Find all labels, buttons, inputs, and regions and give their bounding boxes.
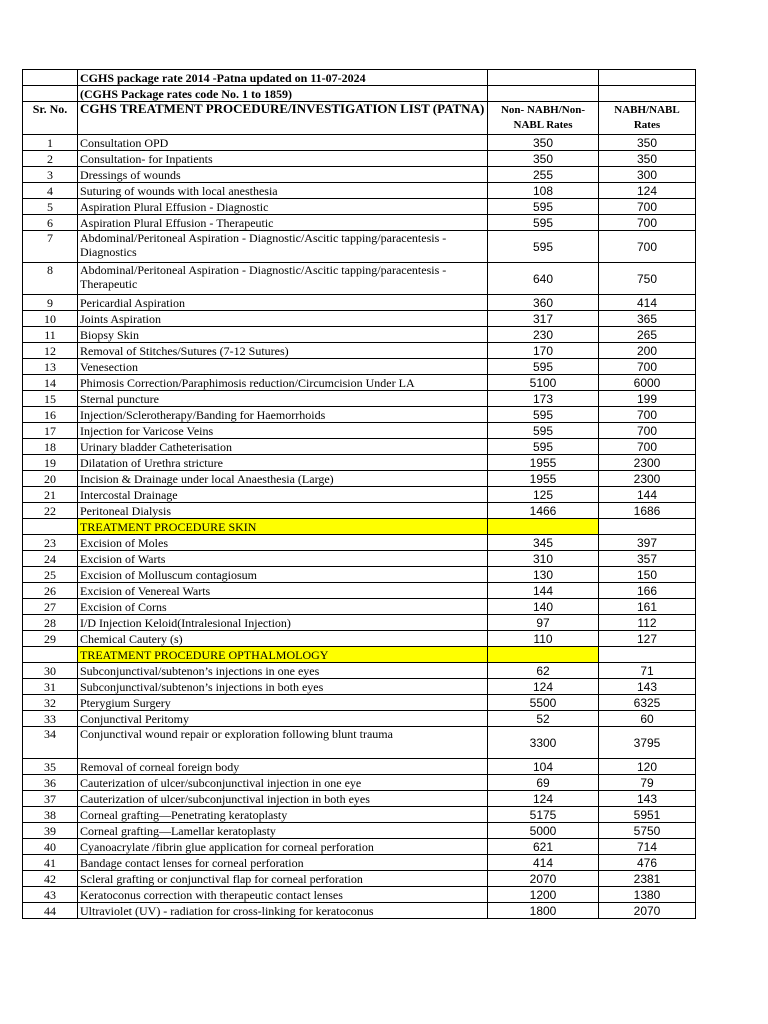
serial-number: 13 [23, 359, 78, 375]
serial-number: 41 [23, 855, 78, 871]
procedure-name: Excision of Moles [78, 535, 488, 551]
empty-cell [599, 647, 696, 663]
serial-number: 16 [23, 407, 78, 423]
nabh-rate: 1380 [599, 887, 696, 903]
table-row [23, 631, 696, 647]
section-title: TREATMENT PROCEDURE SKIN [78, 519, 488, 535]
non-nabh-rate: 595 [488, 231, 599, 263]
non-nabh-rate: 140 [488, 599, 599, 615]
nabh-rate: 2300 [599, 471, 696, 487]
non-nabh-rate: 640 [488, 263, 599, 295]
procedure-name: Abdominal/Peritoneal Aspiration - Diagnostic/Ascitic tapping/paracentesis - Therapeutic [78, 263, 488, 295]
serial-number: 25 [23, 567, 78, 583]
serial-number: 38 [23, 807, 78, 823]
procedure-name: Excision of Molluscum contagiosum [78, 567, 488, 583]
table-row [23, 823, 696, 839]
empty-cell [23, 70, 78, 86]
table-row [23, 487, 696, 503]
non-nabh-rate: 124 [488, 791, 599, 807]
non-nabh-rate: 317 [488, 311, 599, 327]
table-row [23, 439, 696, 455]
procedure-name: Chemical Cautery (s) [78, 631, 488, 647]
serial-number: 28 [23, 615, 78, 631]
empty-cell [599, 86, 696, 102]
empty-cell [488, 647, 599, 663]
procedure-name: Peritoneal Dialysis [78, 503, 488, 519]
empty-cell [23, 647, 78, 663]
non-nabh-rate: 345 [488, 535, 599, 551]
section-title: TREATMENT PROCEDURE OPTHALMOLOGY [78, 647, 488, 663]
procedure-name: Aspiration Plural Effusion - Diagnostic [78, 199, 488, 215]
non-nabh-rate: 1800 [488, 903, 599, 919]
empty-cell [599, 70, 696, 86]
procedure-name: Urinary bladder Catheterisation [78, 439, 488, 455]
procedure-name: Subconjunctival/subtenon’s injections in one eyes [78, 663, 488, 679]
procedure-name: Conjunctival wound repair or exploration following blunt trauma [78, 727, 488, 759]
table-row [23, 583, 696, 599]
procedure-name: I/D Injection Keloid(Intralesional Injection) [78, 615, 488, 631]
col-header-non-nabh: Non- NABH/Non-NABL Rates [488, 102, 599, 135]
nabh-rate: 700 [599, 407, 696, 423]
empty-cell [23, 519, 78, 535]
nabh-rate: 265 [599, 327, 696, 343]
nabh-rate: 700 [599, 359, 696, 375]
nabh-rate: 365 [599, 311, 696, 327]
serial-number: 30 [23, 663, 78, 679]
nabh-rate: 71 [599, 663, 696, 679]
nabh-rate: 350 [599, 151, 696, 167]
procedure-name: Joints Aspiration [78, 311, 488, 327]
non-nabh-rate: 62 [488, 663, 599, 679]
serial-number: 17 [23, 423, 78, 439]
procedure-name: Ultraviolet (UV) - radiation for cross-linking for keratoconus [78, 903, 488, 919]
nabh-rate: 700 [599, 231, 696, 263]
serial-number: 6 [23, 215, 78, 231]
table-row [23, 535, 696, 551]
nabh-rate: 6000 [599, 375, 696, 391]
table-row [23, 791, 696, 807]
section-row [23, 519, 696, 535]
non-nabh-rate: 350 [488, 151, 599, 167]
table-row [23, 695, 696, 711]
col-header-nabh: NABH/NABL Rates [599, 102, 696, 135]
procedure-name: Keratoconus correction with therapeutic contact lenses [78, 887, 488, 903]
procedure-name: Dilatation of Urethra stricture [78, 455, 488, 471]
non-nabh-rate: 255 [488, 167, 599, 183]
non-nabh-rate: 173 [488, 391, 599, 407]
nabh-rate: 714 [599, 839, 696, 855]
procedure-name: Cauterization of ulcer/subconjunctival injection in one eye [78, 775, 488, 791]
nabh-rate: 161 [599, 599, 696, 615]
table-row [23, 311, 696, 327]
procedure-name: Intercostal Drainage [78, 487, 488, 503]
rates-table-body [23, 70, 696, 919]
procedure-name: Excision of Corns [78, 599, 488, 615]
non-nabh-rate: 595 [488, 407, 599, 423]
table-row [23, 135, 696, 151]
table-row [23, 343, 696, 359]
header-line1: CGHS package rate 2014 -Patna updated on 11-07-2024 [78, 70, 488, 86]
table-row [23, 599, 696, 615]
table-row [23, 455, 696, 471]
table-row [23, 839, 696, 855]
rates-table [22, 69, 696, 919]
serial-number: 18 [23, 439, 78, 455]
table-row [23, 663, 696, 679]
table-row [23, 551, 696, 567]
procedure-name: Venesection [78, 359, 488, 375]
table-row [23, 615, 696, 631]
table-row [23, 807, 696, 823]
serial-number: 35 [23, 759, 78, 775]
nabh-rate: 750 [599, 263, 696, 295]
nabh-rate: 6325 [599, 695, 696, 711]
serial-number: 29 [23, 631, 78, 647]
serial-number: 36 [23, 775, 78, 791]
serial-number: 4 [23, 183, 78, 199]
table-row [23, 871, 696, 887]
table-row [23, 295, 696, 311]
table-row [23, 567, 696, 583]
nabh-rate: 5750 [599, 823, 696, 839]
serial-number: 43 [23, 887, 78, 903]
table-row [23, 711, 696, 727]
non-nabh-rate: 124 [488, 679, 599, 695]
table-row [23, 855, 696, 871]
empty-cell [488, 519, 599, 535]
table-row [23, 887, 696, 903]
non-nabh-rate: 108 [488, 183, 599, 199]
procedure-name: Pericardial Aspiration [78, 295, 488, 311]
col-header-title: CGHS TREATMENT PROCEDURE/INVESTIGATION LIST (PATNA) [78, 102, 488, 135]
procedure-name: Injection for Varicose Veins [78, 423, 488, 439]
nabh-rate: 120 [599, 759, 696, 775]
nabh-rate: 127 [599, 631, 696, 647]
non-nabh-rate: 1200 [488, 887, 599, 903]
table-row [23, 471, 696, 487]
non-nabh-rate: 104 [488, 759, 599, 775]
serial-number: 23 [23, 535, 78, 551]
non-nabh-rate: 5000 [488, 823, 599, 839]
section-row [23, 647, 696, 663]
table-row [23, 679, 696, 695]
serial-number: 10 [23, 311, 78, 327]
non-nabh-rate: 595 [488, 215, 599, 231]
nabh-rate: 350 [599, 135, 696, 151]
procedure-name: Cyanoacrylate /fibrin glue application for corneal perforation [78, 839, 488, 855]
nabh-rate: 124 [599, 183, 696, 199]
empty-cell [599, 519, 696, 535]
nabh-rate: 397 [599, 535, 696, 551]
table-row [23, 215, 696, 231]
non-nabh-rate: 1466 [488, 503, 599, 519]
column-header-row [23, 102, 696, 135]
procedure-name: Corneal grafting—Lamellar keratoplasty [78, 823, 488, 839]
serial-number: 19 [23, 455, 78, 471]
nabh-rate: 150 [599, 567, 696, 583]
procedure-name: Excision of Warts [78, 551, 488, 567]
nabh-rate: 700 [599, 215, 696, 231]
procedure-name: Consultation OPD [78, 135, 488, 151]
non-nabh-rate: 52 [488, 711, 599, 727]
nabh-rate: 476 [599, 855, 696, 871]
serial-number: 22 [23, 503, 78, 519]
procedure-name: Sternal puncture [78, 391, 488, 407]
serial-number: 9 [23, 295, 78, 311]
serial-number: 42 [23, 871, 78, 887]
nabh-rate: 1686 [599, 503, 696, 519]
table-row [23, 231, 696, 263]
procedure-name: Abdominal/Peritoneal Aspiration - Diagnostic/Ascitic tapping/paracentesis - Diagnostics [78, 231, 488, 263]
serial-number: 1 [23, 135, 78, 151]
procedure-name: Injection/Sclerotherapy/Banding for Haemorrhoids [78, 407, 488, 423]
non-nabh-rate: 310 [488, 551, 599, 567]
table-row [23, 167, 696, 183]
procedure-name: Subconjunctival/subtenon’s injections in both eyes [78, 679, 488, 695]
serial-number: 3 [23, 167, 78, 183]
non-nabh-rate: 360 [488, 295, 599, 311]
serial-number: 24 [23, 551, 78, 567]
table-row [23, 263, 696, 295]
nabh-rate: 700 [599, 439, 696, 455]
nabh-rate: 357 [599, 551, 696, 567]
table-row [23, 423, 696, 439]
table-row [23, 503, 696, 519]
table-row [23, 391, 696, 407]
serial-number: 26 [23, 583, 78, 599]
nabh-rate: 144 [599, 487, 696, 503]
header-row-1 [23, 70, 696, 86]
serial-number: 2 [23, 151, 78, 167]
serial-number: 39 [23, 823, 78, 839]
serial-number: 11 [23, 327, 78, 343]
col-header-sr: Sr. No. [23, 102, 78, 135]
serial-number: 32 [23, 695, 78, 711]
serial-number: 33 [23, 711, 78, 727]
serial-number: 12 [23, 343, 78, 359]
nabh-rate: 5951 [599, 807, 696, 823]
procedure-name: Suturing of wounds with local anesthesia [78, 183, 488, 199]
nabh-rate: 143 [599, 679, 696, 695]
table-row [23, 727, 696, 759]
nabh-rate: 2381 [599, 871, 696, 887]
procedure-name: Conjunctival Peritomy [78, 711, 488, 727]
non-nabh-rate: 595 [488, 439, 599, 455]
nabh-rate: 199 [599, 391, 696, 407]
non-nabh-rate: 595 [488, 359, 599, 375]
table-row [23, 759, 696, 775]
table-row [23, 375, 696, 391]
procedure-name: Removal of corneal foreign body [78, 759, 488, 775]
non-nabh-rate: 144 [488, 583, 599, 599]
procedure-name: Removal of Stitches/Sutures (7-12 Sutures) [78, 343, 488, 359]
nabh-rate: 414 [599, 295, 696, 311]
non-nabh-rate: 350 [488, 135, 599, 151]
non-nabh-rate: 69 [488, 775, 599, 791]
serial-number: 40 [23, 839, 78, 855]
non-nabh-rate: 1955 [488, 471, 599, 487]
serial-number: 14 [23, 375, 78, 391]
procedure-name: Biopsy Skin [78, 327, 488, 343]
non-nabh-rate: 595 [488, 199, 599, 215]
table-row [23, 183, 696, 199]
table-row [23, 407, 696, 423]
serial-number: 37 [23, 791, 78, 807]
non-nabh-rate: 97 [488, 615, 599, 631]
non-nabh-rate: 230 [488, 327, 599, 343]
non-nabh-rate: 621 [488, 839, 599, 855]
procedure-name: Aspiration Plural Effusion - Therapeutic [78, 215, 488, 231]
header-line2: (CGHS Package rates code No. 1 to 1859) [78, 86, 488, 102]
procedure-name: Corneal grafting—Penetrating keratoplasty [78, 807, 488, 823]
serial-number: 44 [23, 903, 78, 919]
non-nabh-rate: 414 [488, 855, 599, 871]
procedure-name: Incision & Drainage under local Anaesthesia (Large) [78, 471, 488, 487]
nabh-rate: 143 [599, 791, 696, 807]
procedure-name: Bandage contact lenses for corneal perforation [78, 855, 488, 871]
non-nabh-rate: 595 [488, 423, 599, 439]
procedure-name: Excision of Venereal Warts [78, 583, 488, 599]
nabh-rate: 166 [599, 583, 696, 599]
table-row [23, 775, 696, 791]
serial-number: 20 [23, 471, 78, 487]
non-nabh-rate: 170 [488, 343, 599, 359]
non-nabh-rate: 125 [488, 487, 599, 503]
non-nabh-rate: 5100 [488, 375, 599, 391]
table-row [23, 151, 696, 167]
nabh-rate: 2300 [599, 455, 696, 471]
procedure-name: Cauterization of ulcer/subconjunctival injection in both eyes [78, 791, 488, 807]
nabh-rate: 112 [599, 615, 696, 631]
serial-number: 15 [23, 391, 78, 407]
nabh-rate: 300 [599, 167, 696, 183]
table-row [23, 327, 696, 343]
non-nabh-rate: 1955 [488, 455, 599, 471]
nabh-rate: 200 [599, 343, 696, 359]
serial-number: 8 [23, 263, 78, 295]
header-row-2 [23, 86, 696, 102]
serial-number: 21 [23, 487, 78, 503]
nabh-rate: 60 [599, 711, 696, 727]
table-row [23, 359, 696, 375]
nabh-rate: 700 [599, 199, 696, 215]
non-nabh-rate: 110 [488, 631, 599, 647]
procedure-name: Phimosis Correction/Paraphimosis reduction/Circumcision Under LA [78, 375, 488, 391]
procedure-name: Scleral grafting or conjunctival flap for corneal perforation [78, 871, 488, 887]
procedure-name: Consultation- for Inpatients [78, 151, 488, 167]
empty-cell [23, 86, 78, 102]
non-nabh-rate: 5500 [488, 695, 599, 711]
serial-number: 34 [23, 727, 78, 759]
empty-cell [488, 86, 599, 102]
non-nabh-rate: 130 [488, 567, 599, 583]
table-row [23, 903, 696, 919]
serial-number: 31 [23, 679, 78, 695]
serial-number: 27 [23, 599, 78, 615]
serial-number: 5 [23, 199, 78, 215]
nabh-rate: 700 [599, 423, 696, 439]
non-nabh-rate: 5175 [488, 807, 599, 823]
non-nabh-rate: 3300 [488, 727, 599, 759]
non-nabh-rate: 2070 [488, 871, 599, 887]
nabh-rate: 2070 [599, 903, 696, 919]
nabh-rate: 79 [599, 775, 696, 791]
procedure-name: Dressings of wounds [78, 167, 488, 183]
empty-cell [488, 70, 599, 86]
table-row [23, 199, 696, 215]
nabh-rate: 3795 [599, 727, 696, 759]
procedure-name: Pterygium Surgery [78, 695, 488, 711]
serial-number: 7 [23, 231, 78, 263]
